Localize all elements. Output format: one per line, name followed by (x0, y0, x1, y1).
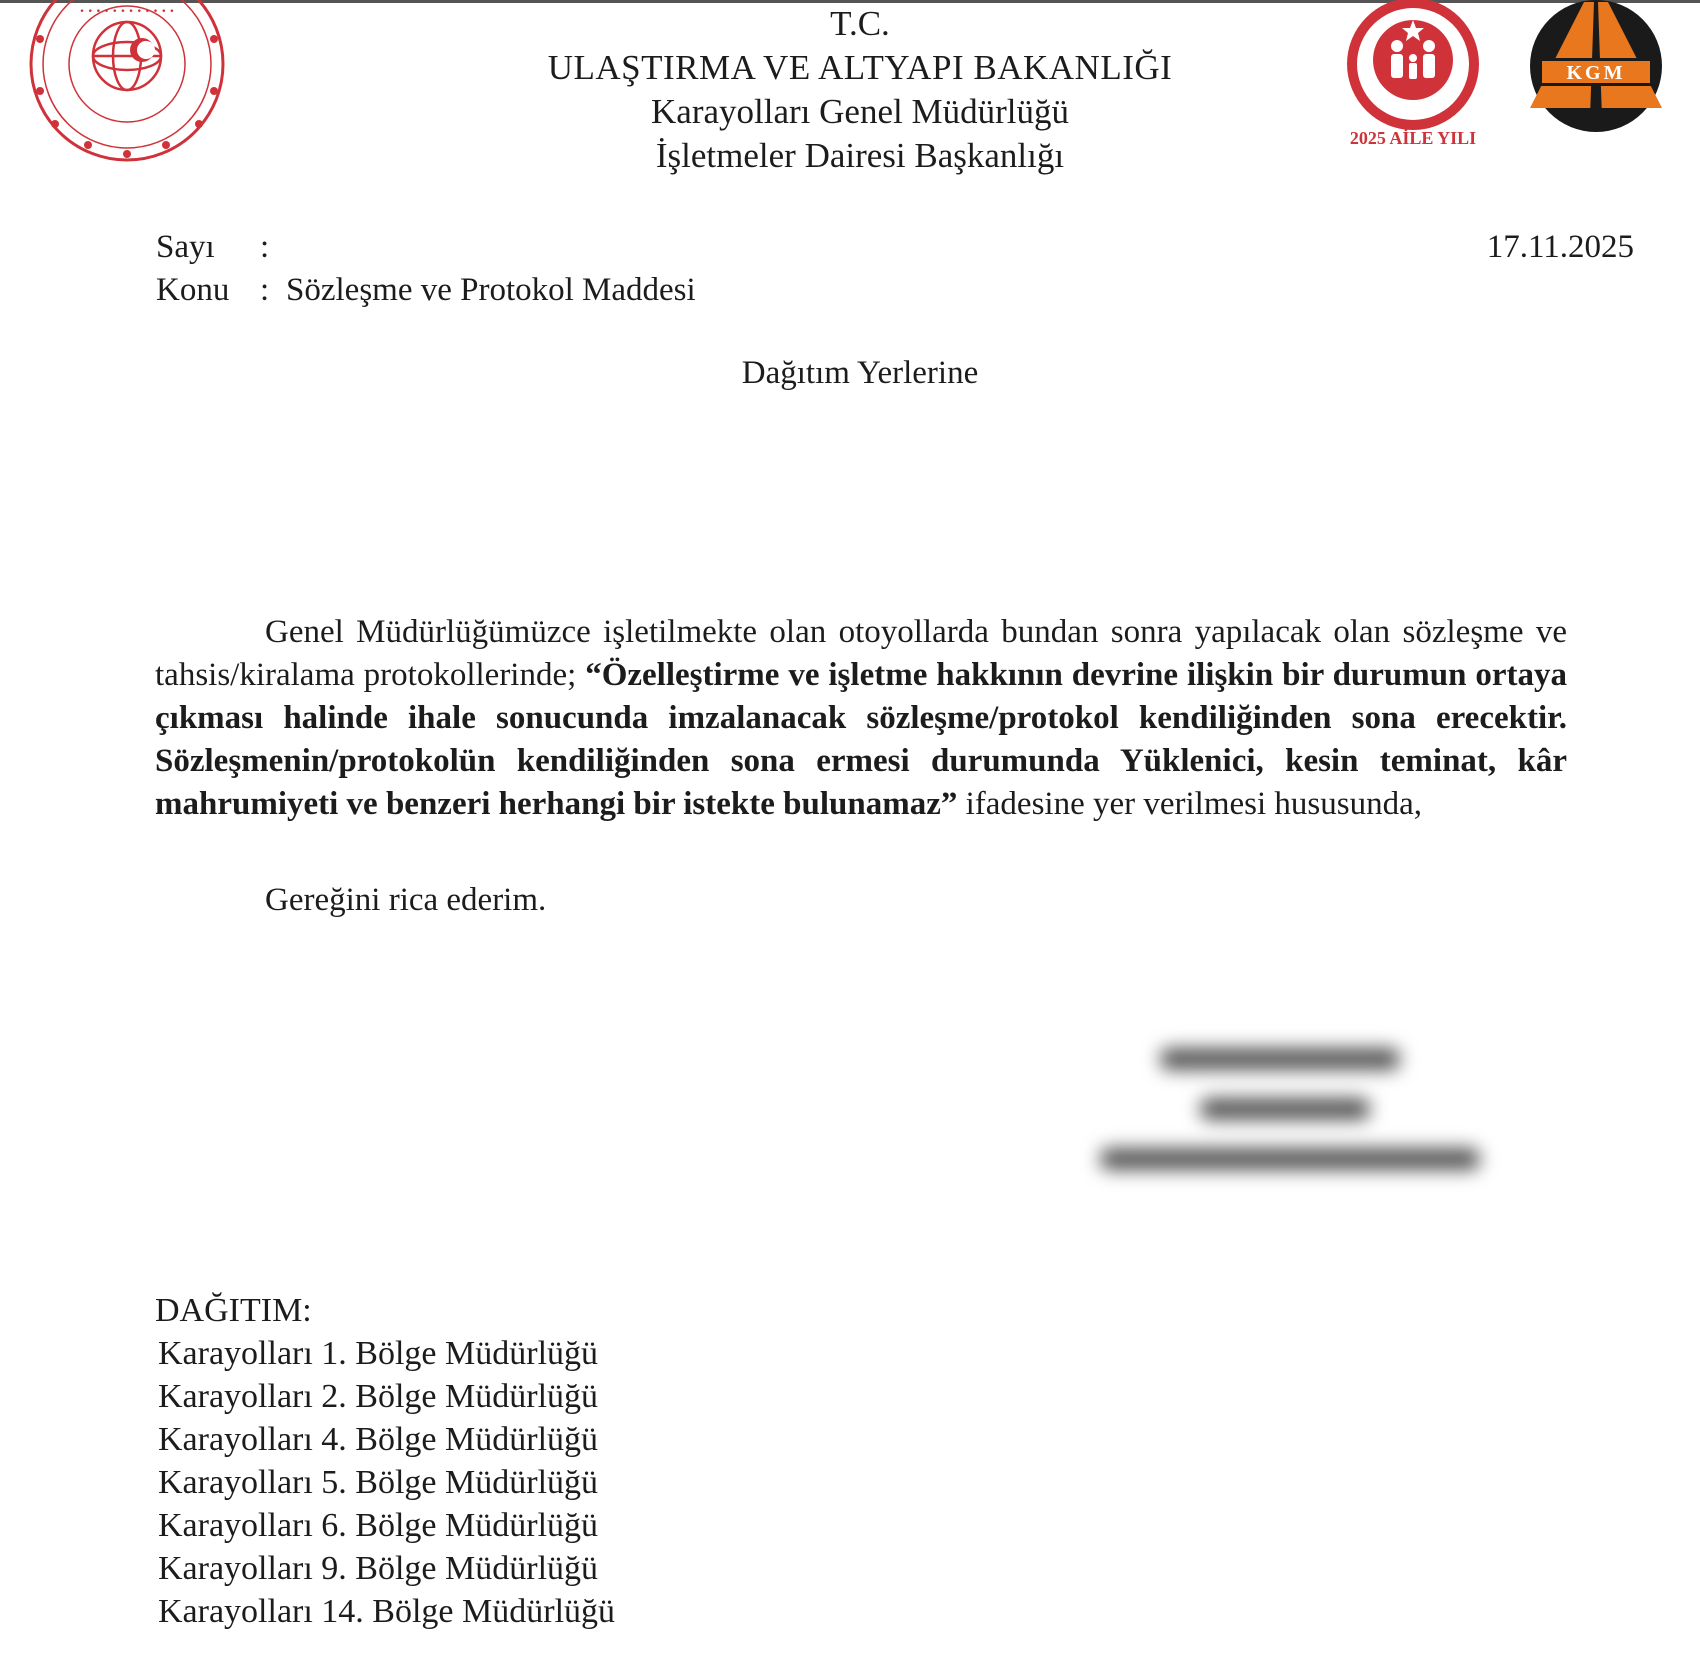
konu-value: Sözleşme ve Protokol Maddesi (286, 272, 696, 308)
kgm-logo (1522, 0, 1670, 134)
sayi-colon: : (260, 229, 270, 265)
ministry-name: ULAŞTIRMA VE ALTYAPI BAKANLIĞI (547, 48, 1173, 87)
ministry-seal-icon (18, 0, 236, 172)
department-name: İşletmeler Dairesi Başkanlığı (655, 136, 1065, 175)
konu-label: Konu (156, 272, 230, 308)
distribution-item: Karayolları 9. Bölge Müdürlüğü (158, 1550, 599, 1587)
addressee: Dağıtım Yerlerine (741, 355, 979, 391)
country-abbrev: T.C. (830, 4, 890, 43)
kgm-logo-text: KGM (1566, 62, 1626, 84)
konu-row (156, 269, 696, 312)
distribution-item: Karayolları 14. Bölge Müdürlüğü (158, 1593, 616, 1630)
family-year-logo (1333, 0, 1503, 158)
konu-colon: : (260, 272, 270, 308)
distribution-block (155, 1289, 615, 1633)
sayi-row (156, 226, 696, 269)
distribution-title: DAĞITIM: (155, 1292, 312, 1329)
redacted-signature (1090, 1040, 1490, 1200)
distribution-item: Karayolları 6. Bölge Müdürlüğü (158, 1507, 599, 1544)
distribution-list (155, 1332, 615, 1633)
distribution-item: Karayolları 1. Bölge Müdürlüğü (158, 1335, 599, 1372)
sayi-label: Sayı (156, 229, 215, 265)
closing-line: Gereğini rica ederim. (265, 882, 547, 918)
letterhead (400, 2, 1320, 178)
distribution-item: Karayolları 4. Bölge Müdürlüğü (158, 1421, 599, 1458)
document-date: 17.11.2025 (1486, 229, 1634, 265)
svg-text:• • • • • • • • • • • •: • • • • • • • • • • • • (79, 7, 175, 17)
distribution-item: Karayolları 2. Bölge Müdürlüğü (158, 1378, 599, 1415)
family-year-caption: 2025 AİLE YILI (1349, 128, 1477, 148)
document-meta (156, 226, 696, 312)
body-intro: Genel Müdürlüğümüzce işletilmekte olan otoyollarda bundan sonra yapılacak olan sözleşme ve tahsis/kiralama protokollerinde; (155, 614, 1567, 693)
distribution-item: Karayolları 5. Bölge Müdürlüğü (158, 1464, 599, 1501)
body-paragraph (155, 611, 1567, 826)
directorate-name: Karayolları Genel Müdürlüğü (651, 92, 1069, 131)
body-outro: ifadesine yer verilmesi hususunda, (957, 786, 1423, 822)
body-quote: “Özelleştirme ve işletme hakkının devrine ilişkin bir durumun ortaya çıkması halinde ihale sonucunda imzalanacak sözleşme/protokol kendiliğinden sona erecektir. Sözleşmenin/protokolün kendiliğinden sona ermesi durumunda Yüklenici, kesin teminat, kâr mahrumiyeti ve benzeri herhangi bir istekte bulunamaz” (155, 657, 1568, 822)
